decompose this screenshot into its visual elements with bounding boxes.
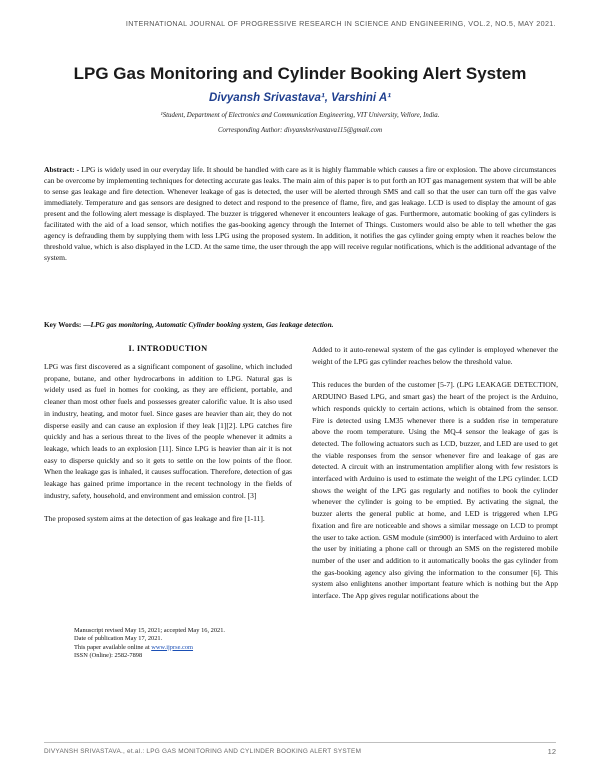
running-footer: DIVYANSH SRIVASTAVA., et.al.: LPG GAS MONITORING AND CYLINDER BOOKING ALERT SYSTEM [44, 748, 362, 755]
author-affiliation: ¹Student, Department of Electronics and Communication Engineering, VIT University, Vellore, India. [160, 112, 440, 119]
right-column [312, 344, 558, 602]
abstract [44, 164, 556, 263]
publication-date: Date of publication May 17, 2021. [74, 635, 163, 643]
issn: ISSN (Online): 2582-7898 [74, 652, 143, 660]
intro-paragraph-right-1: Added to it auto-renewal system of the gas cylinder is employed whenever the weight of the LPG gas cylinder reaches below the threshold value. [312, 345, 558, 366]
manuscript-revised: Manuscript revised May 15, 2021; accepted May 16, 2021. [74, 627, 226, 634]
manuscript-info [74, 627, 294, 661]
intro-paragraph-2: The proposed system aims at the detection of gas leakage and fire [1-11]. [44, 514, 265, 524]
section-heading-introduction: I. INTRODUCTION [128, 344, 208, 353]
page-number: 12 [547, 747, 556, 756]
paper-title: LPG Gas Monitoring and Cylinder Booking Alert System [73, 64, 527, 83]
journal-header: INTERNATIONAL JOURNAL OF PROGRESSIVE RESEARCH IN SCIENCE AND ENGINEERING, VOL.2, NO.5, MAY 2021. [125, 19, 556, 28]
availability-line [74, 644, 294, 652]
availability-prefix: This paper available online at [74, 643, 150, 651]
abstract-label: Abstract: - [44, 165, 80, 174]
journal-link[interactable]: www.ijprse.com [151, 643, 194, 651]
paper-authors: Divyansh Srivastava¹, Varshini A¹ [209, 92, 391, 104]
abstract-text: LPG is widely used in our everyday life. It should be handled with care as it is highly flammable which causes a fire or explosion. The above circumstances can be overcome by implementing techniques for detecting accurate gas leaks. The main aim of this paper is to put forth an IOT gas management system that will be able to sense gas leakage and fire detection. Whenever leakage of gas is detected, the user will be alerted through SMS and call so that the user can turn off the gas valve immediately. Temperature and gas sensors are designed to detect and respond to the presence of flame, fire, and gas leakage. LCD is used to display the amount of gas present and the following alert message is displayed. The buzzer is triggered whenever it encounters leakage of gas. Furthermore, automatic booking of gas cylinders is facilitated with the aid of a load sensor, which notifies the gas-booking agency through the Internet of Things. Customers would also be able to tell whether the gas agency is defrauding them by supplying them with less LPG using the proposed system. In addition, it notifies the gas cylinder going empty when it reaches below the threshold value, which is also displayed in the LCD. At the same time, the user through the app will receive regular notifications, which is the additional advantage of the system. [44, 165, 557, 263]
left-column [44, 344, 292, 525]
intro-paragraph-1: LPG was first discovered as a significant component of gasoline, which included propane, butane, and other hydrocarbons in addition to LPG. Natural gas is widely used as fuel in homes for cooking, as they are efficient, portable, and cleaner than most other fuels and possesses greater calorific value. It is also used in industry, heating, and motor fuel. Since gases are heavier than air, they do not disperse easily and can cause an explosion if they leak [1][2]. LPG catches fire quickly and has a serious threat to the lives of the people whenever it admits a leakage, which leads to an explosion [11]. Since LPG is heavier than air it is not easy to disperse quickly and so it gets to settle on the low points of the floor. When the leakage gas is inhaled, it causes suffocation. Therefore, detection of gas leakage has gained prime importance in the recent technology in the fields of industry, safety, household, and environment and emission control. [3] [44, 362, 292, 500]
corresponding-author: Corresponding Author: divyanshsrivastava115@gmail.com [217, 127, 383, 134]
footer-divider [44, 742, 556, 743]
keywords [44, 320, 556, 329]
keywords-label: Key Words: — [44, 320, 91, 329]
keywords-text: LPG gas monitoring, Automatic Cylinder booking system, Gas leakage detection. [90, 320, 334, 329]
intro-paragraph-right-2: This reduces the burden of the customer [5-7]. (LPG LEAKAGE DETECTION, ARDUINO Based LPG, and smart gas) the heart of the project is the Arduino, which responds quickly to certain actions, which is obtained from the sensor. Fire is detected using LM35 whenever there is a sudden rise in temperature above the room temperature. Using the MQ-4 sensor the leakage of gas is detected. The following actuators such as LCD, buzzer, and LED are used to get the viable responses from the sensor whenever fire and leakage of gas are detected. A circuit with an instrumentation amplifier along with few resistors is interfaced with Arduino is used to estimate the weight of the LPG cylinder. LCD shows the weight of the LPG gas regularly and notifies to book the cylinder whenever the cylinder is going to be emptied. By activating the signal, the buzzer alerts the general public at home, and LED is triggered when LPG fixation and fire are noticeable and shows a similar message on LCD to prompt the user to take action. GSM module (sim900) is interfaced with Arduino to alert the user by initiating a phone call or through an SMS on the registered mobile number of the user and addition to it automatically books the gas cylinder from the gas-booking agency also giving the information to the consumer [6]. This system also enlightens another important feature which is nothing but the App interface. The App gives regular notifications about the [312, 380, 558, 601]
